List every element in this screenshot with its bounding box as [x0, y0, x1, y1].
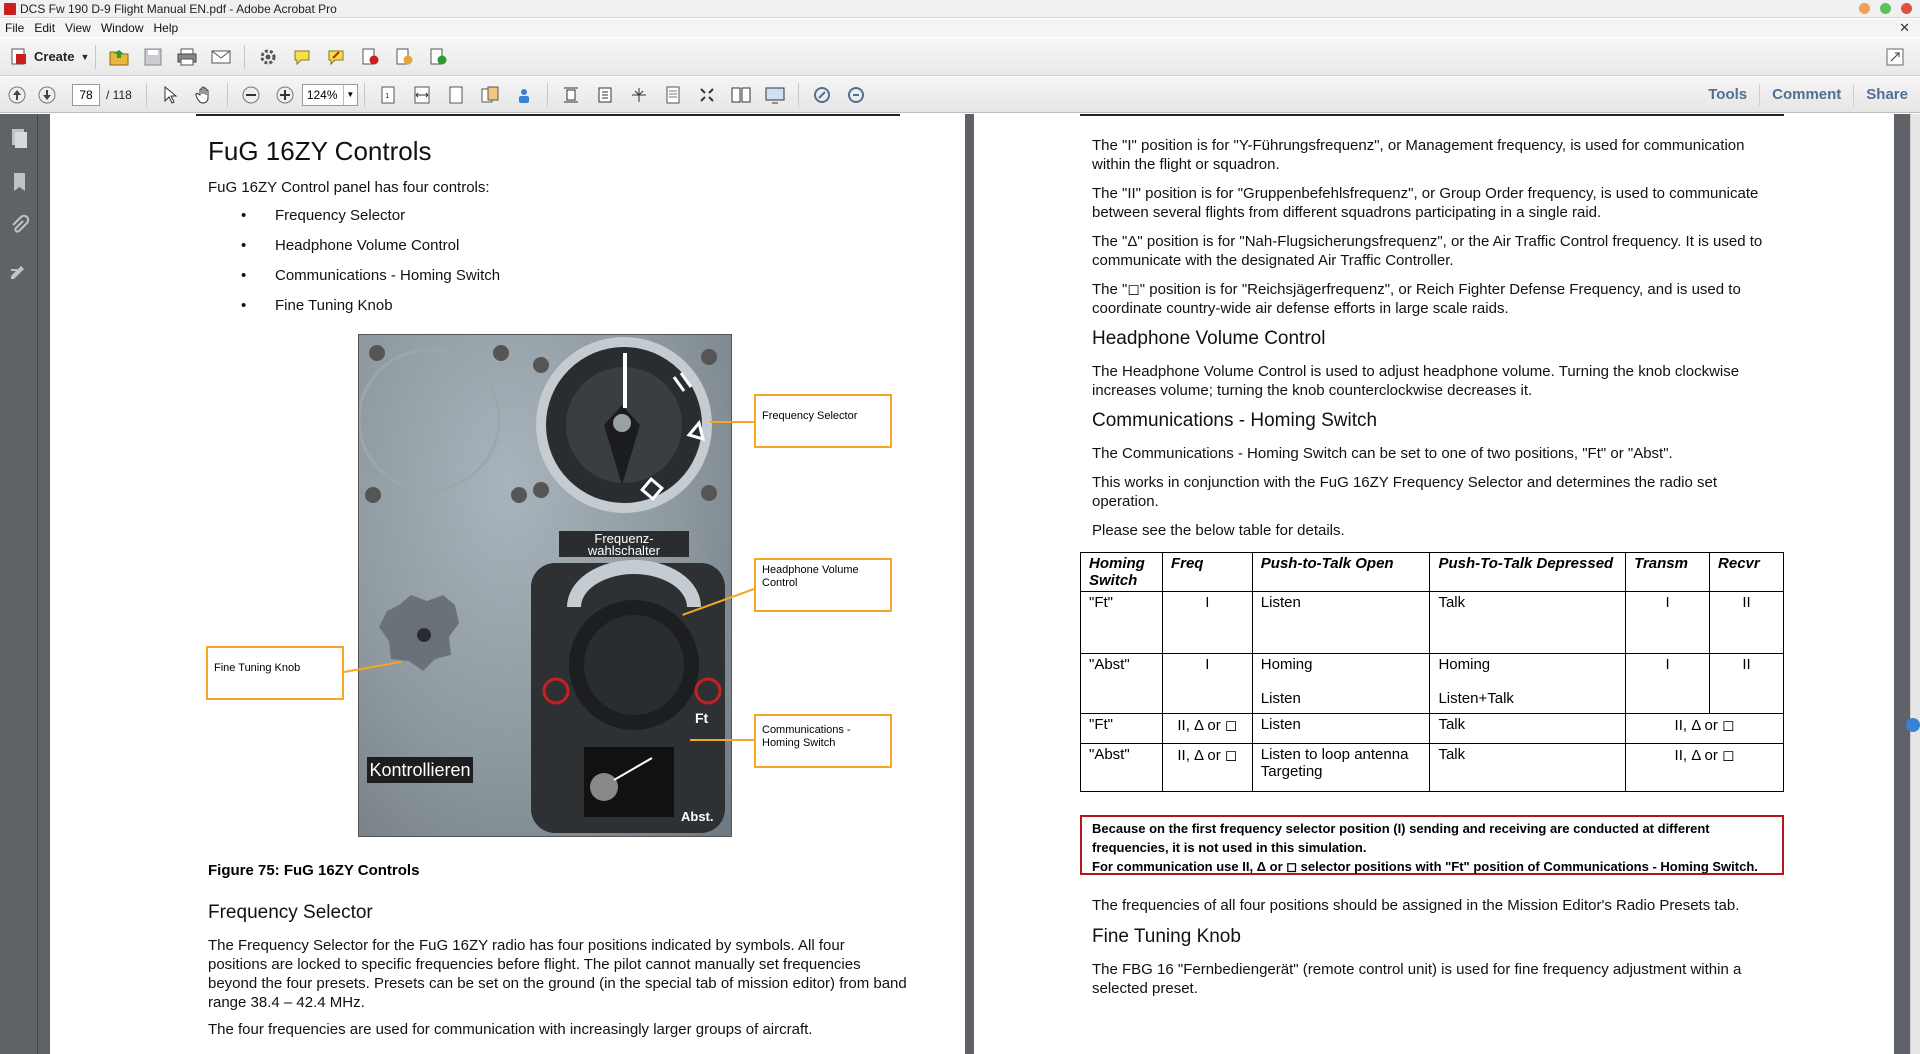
- bullet-item: • Headphone Volume Control: [275, 237, 459, 254]
- two-page-view-icon[interactable]: [730, 84, 752, 106]
- comms-homing-text-1: The Communications - Homing Switch can be set to one of two positions, "Ft" or "Abst".: [1092, 445, 1673, 462]
- toolbar-separator: [244, 45, 245, 69]
- table-cell: Talk: [1430, 592, 1626, 654]
- homing-switch-table: [1080, 552, 1784, 792]
- scroll-thumb[interactable]: [1906, 718, 1920, 732]
- create-label: Create: [34, 49, 75, 64]
- headphone-volume-text: The Headphone Volume Control is used to adjust headphone volume. Turning the knob clockwise increases volume; turning the knob counterclockwise decreases it.: [1092, 363, 1740, 399]
- rotate-icon[interactable]: [479, 84, 501, 106]
- close-button[interactable]: [1901, 3, 1912, 14]
- headphone-volume-heading: Headphone Volume Control: [1092, 328, 1326, 349]
- zoom-out-icon[interactable]: [240, 84, 262, 106]
- note-line: For communication use II, Δ or ◻ selector positions with "Ft" position of Communications - Homing Switch.: [1092, 859, 1758, 874]
- menu-edit[interactable]: Edit: [34, 21, 56, 35]
- previous-page-icon[interactable]: [6, 84, 28, 106]
- comment-icon[interactable]: [291, 46, 313, 68]
- sign-icon[interactable]: [811, 84, 833, 106]
- split-view-icon[interactable]: [628, 84, 650, 106]
- create-button[interactable]: [10, 48, 89, 66]
- print-icon[interactable]: [176, 46, 198, 68]
- table-cell: II: [1710, 654, 1784, 714]
- section-title: FuG 16ZY Controls: [208, 136, 432, 166]
- comms-homing-heading: Communications - Homing Switch: [1092, 410, 1378, 431]
- table-header: Push-to-Talk Open: [1252, 553, 1430, 592]
- page-rule: [196, 114, 900, 116]
- zoom-select[interactable]: [302, 84, 358, 106]
- document-viewer[interactable]: [38, 114, 1910, 1054]
- email-icon[interactable]: [210, 46, 232, 68]
- window-controls: [1859, 3, 1912, 14]
- table-cell: Homing Listen: [1252, 654, 1430, 714]
- table-cell: Talk: [1430, 714, 1626, 744]
- fine-tuning-text: The FBG 16 "Fernbediengerät" (remote control unit) is used for fine frequency adjustment within a selected preset.: [1092, 961, 1742, 997]
- menu-file[interactable]: File: [5, 21, 25, 35]
- fine-tuning-heading: Fine Tuning Knob: [1092, 926, 1241, 947]
- table-row: [1081, 744, 1784, 792]
- radio-panel-image: [358, 334, 732, 837]
- ft-position-label: Ft: [695, 710, 709, 726]
- table-row: [1081, 592, 1784, 654]
- table-row: [1081, 654, 1784, 714]
- table-cell: Listen: [1252, 714, 1430, 744]
- table-cell: I: [1626, 654, 1710, 714]
- bullet-item: • Fine Tuning Knob: [275, 297, 393, 314]
- page-thumbnail-icon[interactable]: [662, 84, 684, 106]
- select-tool-icon[interactable]: [159, 84, 181, 106]
- pdf-page-left: [50, 114, 965, 1054]
- table-header: Push-To-Talk Depressed: [1430, 553, 1626, 592]
- menu-view[interactable]: View: [65, 21, 91, 35]
- navigation-pane: [0, 114, 38, 1054]
- table-cell: II: [1710, 592, 1784, 654]
- table-cell: I: [1162, 592, 1252, 654]
- comms-homing-text-2: This works in conjunction with the FuG 16ZY Frequency Selector and determines the radio set operation.: [1092, 474, 1718, 510]
- table-cell: II, Δ or ◻: [1626, 714, 1784, 744]
- frequency-plate-label: Frequenz- wahlschalter: [587, 531, 661, 558]
- page-rule: [1080, 114, 1784, 116]
- frequency-selector-heading: Frequency Selector: [208, 902, 373, 923]
- simulation-note-box: [1080, 815, 1784, 875]
- menu-window[interactable]: Window: [100, 21, 144, 35]
- scroll-view-icon[interactable]: [594, 84, 616, 106]
- toolbar-separator: [364, 83, 365, 107]
- fit-width-icon[interactable]: [411, 84, 433, 106]
- table-cell: Homing Listen+Talk: [1430, 654, 1626, 714]
- table-cell: "Ft": [1081, 592, 1163, 654]
- bullet-item: • Communications - Homing Switch: [275, 267, 500, 284]
- intro-text: FuG 16ZY Control panel has four controls:: [208, 179, 490, 196]
- hand-tool-icon[interactable]: [193, 84, 215, 106]
- open-folder-icon[interactable]: [108, 46, 130, 68]
- bullet-item: • Frequency Selector: [275, 207, 405, 224]
- table-cell: I: [1626, 592, 1710, 654]
- position-delta-text: The "Δ" position is for "Nah-Flugsicherungsfrequenz", or the Air Traffic Control frequency. It is used to communicate with the designated Air Traffic Controller.: [1092, 233, 1763, 269]
- table-cell: Talk: [1430, 744, 1626, 792]
- table-cell: I: [1162, 654, 1252, 714]
- callout-fine-tuning: Fine Tuning Knob: [206, 646, 344, 700]
- callout-arrow: [690, 739, 754, 741]
- zoom-in-icon[interactable]: [274, 84, 296, 106]
- signatures-icon[interactable]: [7, 258, 31, 282]
- minimize-button[interactable]: [1859, 3, 1870, 14]
- highlight-icon[interactable]: [325, 46, 347, 68]
- main-toolbar: [0, 38, 1920, 76]
- page-number-input[interactable]: 78: [72, 84, 100, 106]
- save-icon[interactable]: [142, 46, 164, 68]
- single-page-view-icon[interactable]: [560, 84, 582, 106]
- redact-icon[interactable]: [359, 46, 381, 68]
- toolbar-separator: [547, 83, 548, 107]
- table-header: Recvr: [1710, 553, 1784, 592]
- abst-position-label: Abst.: [681, 809, 714, 824]
- table-cell: "Ft": [1081, 714, 1163, 744]
- frequency-selector-text: The Frequency Selector for the FuG 16ZY radio has four positions indicated by symbols. All four positions are locked to specific frequencies before flight. The pilot cannot manually set frequencies beyond the four presets. Presets can be set on the ground (in the special tab of mission editor) from band range 38.4 – 42.4 MHz.: [208, 937, 907, 1011]
- share-link[interactable]: Share: [1853, 84, 1920, 106]
- create-icon: [10, 48, 28, 66]
- menu-bar: [0, 19, 1920, 37]
- tools-link[interactable]: Tools: [1708, 86, 1748, 103]
- expand-icon[interactable]: [1884, 46, 1906, 68]
- vertical-scrollbar[interactable]: [1910, 114, 1920, 1054]
- maximize-button[interactable]: [1880, 3, 1891, 14]
- export-icon[interactable]: [393, 46, 415, 68]
- table-cell: "Abst": [1081, 654, 1163, 714]
- send-icon[interactable]: [845, 84, 867, 106]
- gear-icon[interactable]: [257, 46, 279, 68]
- kontrollieren-plate-label: Kontrollieren: [369, 760, 471, 780]
- pdf-page-right: [974, 114, 1894, 1054]
- page-thumbnails-icon[interactable]: [7, 126, 31, 150]
- title-bar: [0, 0, 1920, 18]
- position-II-text: The "II" position is for "Gruppenbefehlsfrequenz", or Group Order frequency, is used to communicate between several flights from different squadrons participating in a single raid.: [1092, 185, 1759, 221]
- zoom-value: 124%: [306, 87, 338, 102]
- presentation-icon[interactable]: [764, 84, 786, 106]
- actual-size-icon[interactable]: [377, 84, 399, 106]
- attachments-icon[interactable]: [7, 214, 31, 238]
- callout-comms-homing: Communications - Homing Switch: [754, 714, 892, 768]
- table-cell: II, Δ or ◻: [1626, 744, 1784, 792]
- radio-presets-text: The frequencies of all four positions should be assigned in the Mission Editor's Radio Presets tab.: [1092, 897, 1740, 914]
- next-page-icon[interactable]: [36, 84, 58, 106]
- table-header-row: [1081, 553, 1784, 592]
- window-title: DCS Fw 190 D-9 Flight Manual EN.pdf - Adobe Acrobat Pro: [20, 1, 337, 16]
- close-document-icon[interactable]: ✕: [1899, 20, 1910, 35]
- menu-help[interactable]: Help: [153, 21, 179, 35]
- bookmarks-icon[interactable]: [7, 170, 31, 194]
- table-header: Freq: [1162, 553, 1252, 592]
- comms-homing-text-3: Please see the below table for details.: [1092, 522, 1345, 539]
- navigation-toolbar: [0, 77, 1920, 113]
- page-total: / 118: [106, 87, 132, 102]
- table-header: Transm: [1626, 553, 1710, 592]
- figure-caption: Figure 75: FuG 16ZY Controls: [208, 862, 420, 879]
- chevron-down-icon: ▼: [80, 51, 90, 62]
- acrobat-icon: [4, 3, 16, 15]
- callout-frequency-selector: Frequency Selector: [754, 394, 892, 448]
- table-row: [1081, 714, 1784, 744]
- toolbar-separator: [95, 45, 96, 69]
- table-cell: II, Δ or ◻: [1162, 744, 1252, 792]
- table-cell: "Abst": [1081, 744, 1163, 792]
- callout-arrow: [710, 421, 754, 423]
- note-line: Because on the first frequency selector position (I) sending and receiving are conducted at different frequencies, it is not used in this simulation.: [1092, 821, 1710, 855]
- read-mode-icon[interactable]: [513, 84, 535, 106]
- table-cell: Listen: [1252, 592, 1430, 654]
- position-square-text: The "◻" position is for "Reichsjägerfrequenz", or Reich Fighter Defense Frequency, and is used to coordinate country-wide air defense efforts in large scale raids.: [1092, 281, 1741, 317]
- svg-text:1: 1: [384, 91, 390, 100]
- share-doc-icon[interactable]: [427, 46, 449, 68]
- fit-page-icon[interactable]: [445, 84, 467, 106]
- toolbar-separator: [227, 83, 228, 107]
- table-cell: II, Δ or ◻: [1162, 714, 1252, 744]
- callout-headphone-volume: Headphone Volume Control: [754, 558, 892, 612]
- position-I-text: The "I" position is for "Y-Führungsfrequenz", or Management frequency, is used for communication within the flight or squadron.: [1092, 137, 1745, 173]
- toolbar-separator: [146, 83, 147, 107]
- frequency-groups-text: The four frequencies are used for communication with increasingly larger groups of aircraft.: [208, 1021, 813, 1038]
- toolbar-separator: [798, 83, 799, 107]
- task-pane-links: [1696, 77, 1920, 113]
- chevron-down-icon: ▼: [343, 85, 357, 105]
- table-header: Homing Switch: [1081, 553, 1163, 592]
- table-cell: Listen to loop antenna Targeting: [1252, 744, 1430, 792]
- comment-link[interactable]: Comment: [1759, 84, 1853, 106]
- grid-view-icon[interactable]: [696, 84, 718, 106]
